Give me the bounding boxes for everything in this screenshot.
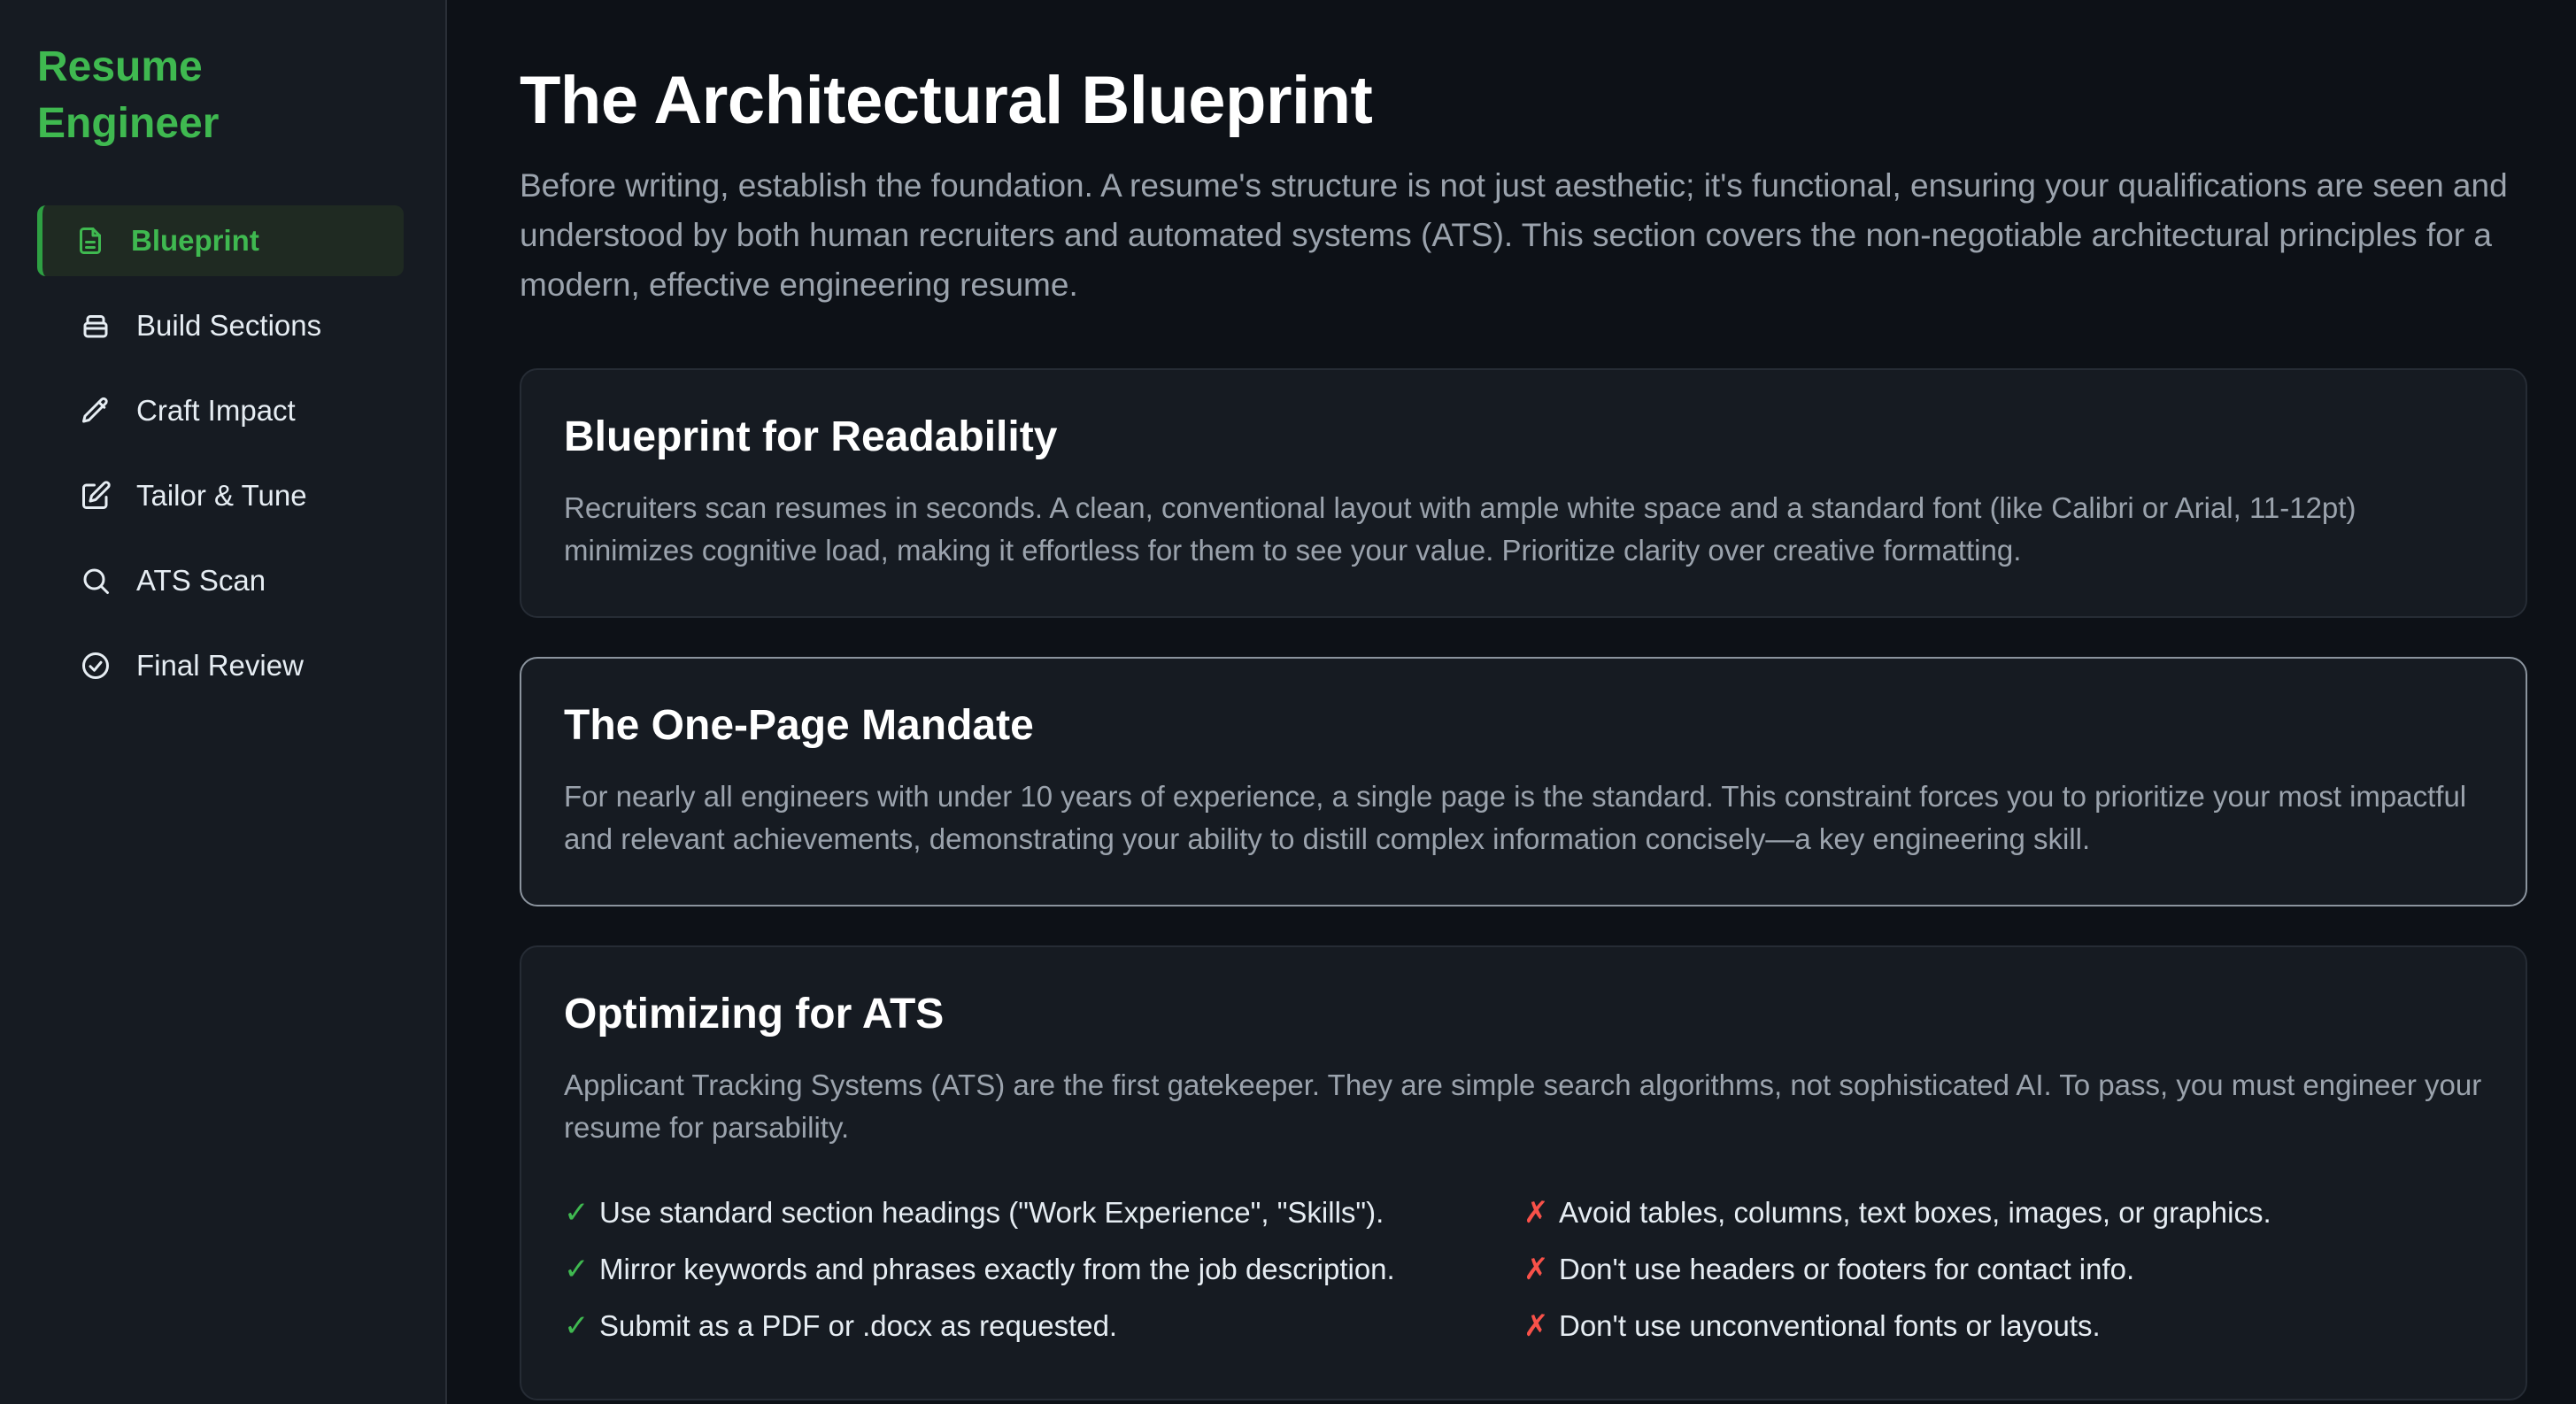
card-one-page-mandate [520, 657, 2527, 906]
card-text: Recruiters scan resumes in seconds. A clean, conventional layout with ample white space and a standard font (like Calibri or Arial, 11-12pt) minimizes cognitive load, making it effortless for them to see your value. Prioritize clarity over creative formatting. [564, 491, 2356, 567]
dont-item [1523, 1241, 2483, 1298]
sidebar-item-label: Build Sections [136, 309, 322, 342]
sidebar-item-label: Tailor & Tune [136, 479, 307, 512]
do-list [564, 1184, 1523, 1354]
page-title: The Architectural Blueprint [520, 63, 1373, 138]
sidebar-item-label: Blueprint [131, 224, 259, 257]
ats-guidelines [564, 1184, 2483, 1354]
dont-item [1523, 1298, 2483, 1354]
sidebar-item-tailor-tune[interactable] [37, 460, 404, 531]
check-circle-icon [78, 648, 113, 683]
do-item [564, 1298, 1523, 1354]
do-item-text: Submit as a PDF or .docx as requested. [599, 1309, 1118, 1342]
card-text: Applicant Tracking Systems (ATS) are the first gatekeeper. They are simple search algorithms, not sophisticated AI. To pass, you must engineer your resume for parsability. [564, 1068, 2482, 1144]
search-icon [78, 563, 113, 598]
document-icon [73, 223, 108, 258]
sidebar-item-build-sections[interactable] [37, 290, 404, 361]
sidebar-item-ats-scan[interactable] [37, 545, 404, 616]
layers-icon [78, 308, 113, 343]
card-text: For nearly all engineers with under 10 years of experience, a single page is the standard. This constraint forces you to prioritize your most impactful and relevant achievements, demonstrating your ability to distill complex information concisely—a key engineering skill. [564, 780, 2467, 855]
main-content [447, 0, 2576, 1404]
dont-item-text: Avoid tables, columns, text boxes, images, or graphics. [1559, 1196, 2271, 1229]
sidebar-item-final-review[interactable] [37, 630, 404, 701]
sidebar [0, 0, 447, 1404]
dont-list [1523, 1184, 2483, 1354]
card-ats [520, 945, 2527, 1400]
cross-icon: ✗ [1523, 1309, 1549, 1343]
sidebar-item-craft-impact[interactable] [37, 375, 404, 446]
check-icon: ✓ [564, 1253, 590, 1286]
do-item [564, 1241, 1523, 1298]
dont-item-text: Don't use unconventional fonts or layouts. [1559, 1309, 2101, 1342]
card-title: Blueprint for Readability [564, 413, 1058, 460]
card-title: The One-Page Mandate [564, 702, 1034, 749]
do-item [564, 1184, 1523, 1241]
dont-item-text: Don't use headers or footers for contact info. [1559, 1253, 2135, 1285]
sidebar-item-label: Craft Impact [136, 394, 296, 427]
check-icon: ✓ [564, 1309, 590, 1343]
sidebar-item-label: ATS Scan [136, 564, 266, 597]
sidebar-item-blueprint[interactable] [37, 205, 404, 276]
brand-title: Resume Engineer [37, 43, 220, 147]
cross-icon: ✗ [1523, 1196, 1549, 1230]
cross-icon: ✗ [1523, 1253, 1549, 1286]
sidebar-nav [37, 205, 408, 701]
card-title: Optimizing for ATS [564, 991, 945, 1038]
do-item-text: Mirror keywords and phrases exactly from the job description. [599, 1253, 1395, 1285]
do-item-text: Use standard section headings ("Work Experience", "Skills"). [599, 1196, 1384, 1229]
dont-item [1523, 1184, 2483, 1241]
intro-paragraph: Before writing, establish the foundation. A resume's structure is not just aesthetic; it's functional, ensuring your qualifications are seen and understood by both human recruiters and automated systems (ATS). This section covers the non-negotiable architectural principles for a modern, effective engineering resume. [520, 167, 2508, 303]
card-readability [520, 368, 2527, 618]
pencil-icon [78, 393, 113, 428]
sidebar-item-label: Final Review [136, 649, 304, 682]
check-icon: ✓ [564, 1196, 590, 1230]
edit-icon [78, 478, 113, 513]
